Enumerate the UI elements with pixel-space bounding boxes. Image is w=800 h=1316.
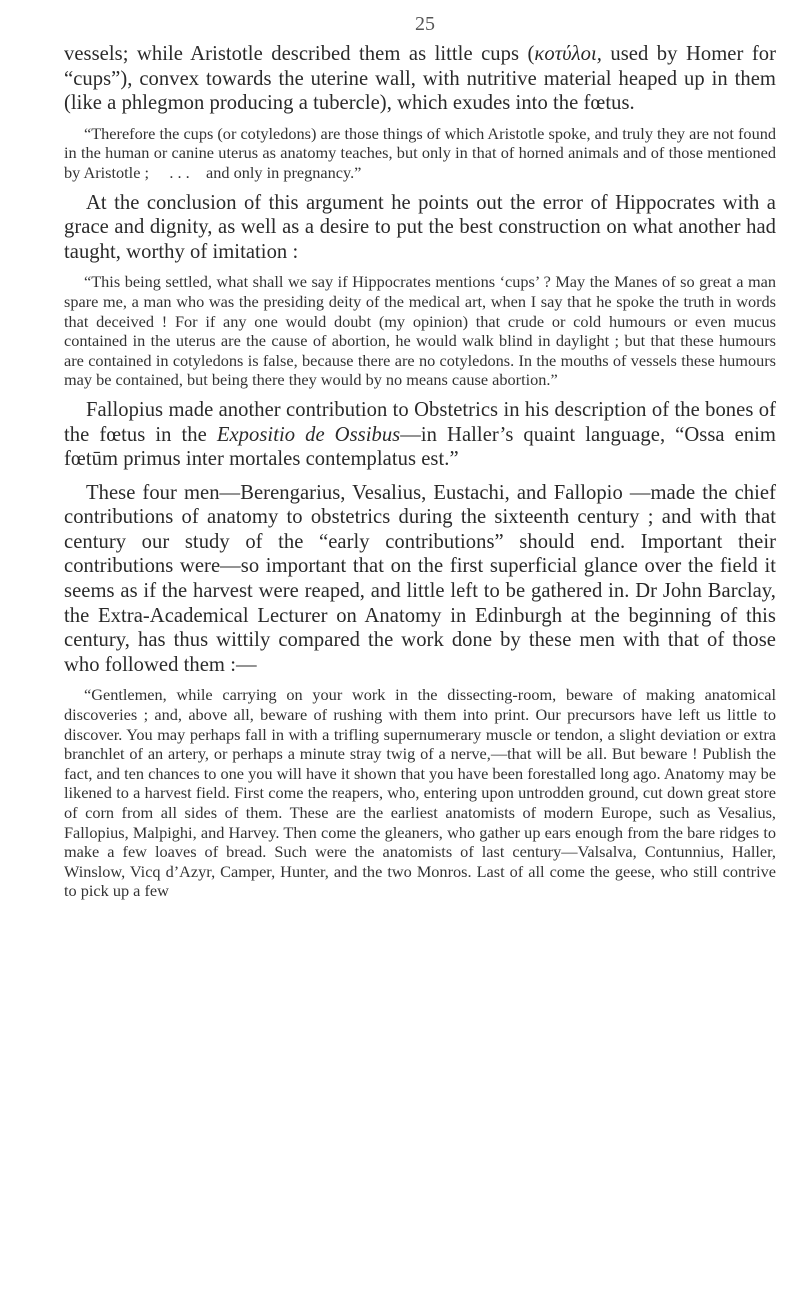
paragraph-cotyledons-text-b: used by Homer for “cups”), convex towards the uterine wall, with nutritive material heaped up in them (like a phlegmon producing a tubercle), which exudes into the fœtus. xyxy=(64,43,776,115)
quote-aristotle-cups: “Therefore the cups (or cotyledons) are those things of which Aristotle spoke, and truly they are not found in the human or canine uterus as anatomy teaches, but only in that of horned animals and of those mentioned by Aristotle ; . . . and only in pregnancy.” xyxy=(64,123,776,182)
quote-barclay: “Gentlemen, while carrying on your work in the dissecting-room, beware of making anatomical discoveries ; and, above all, beware of rushing with them into print. Our precursors have left us little to discover. You may perhaps fall in with a trifling supernumerary muscle or tendon, a slight deviation or extra branchlet of an artery, or perhaps a minute stray twig of a nerve,—that will be all. But beware ! Publish the fact, and ten chances to one you will have it shown that you have been forestalled long ago. Anatomy may be likened to a harvest field. First come the reapers, who, entering upon untrodden ground, cut down great store of corn from all sides of them. These are the earliest anatomists of modern Europe, such as Vesalius, Fallopius, Malpighi, and Harvey. Then come the gleaners, who gather up ears enough from the bare ridges to make a few loaves of bread. Such were the anatomists of last century—Valsalva, Contunnius, Haller, Winslow, Vicq d’Azyr, Camper, Hunter, and the two Monros. Last of all come the geese, who still contrive to pick up a few xyxy=(64,685,776,901)
paragraph-cotyledons-text-a: vessels; while Aristotle described them as little cups ( xyxy=(64,43,535,65)
book-title-expositio: Expositio de Ossibus xyxy=(216,423,401,446)
page-number: 25 xyxy=(415,13,435,35)
paragraph-cotyledons xyxy=(64,42,776,116)
quote-hippocrates-manes: “This being settled, what shall we say if Hippocrates mentions ‘cups’ ? May the Manes of so great a man spare me, a man who was the presiding deity of the medical art, when I say that he spoke the truth in words that deceived ! For if any one would doubt (my opinion) that crude or cold humours or even mucus contained in the uterus are the cause of abortion, he would walk blind in daylight ; but that these humours are contained in cotyledons is false, because there are no cotyledons. In the mouths of vessels these humours may be contained, but being there they would by no means cause abortion.” xyxy=(64,272,776,390)
paragraph-four-men: These four men—Berengarius, Vesalius, Eustachi, and Fallopio —made the chief contributions of anatomy to obstetrics during the sixteenth century ; and with that century our study of the “early contributions” should end. Important their contributions were—so important that on the first superficial glance over the field it seems as if the harvest were reaped, and little left to be gathered in. Dr John Barclay, the Extra-Academical Lecturer on Anatomy in Edinburgh at the beginning of this century, has thus wittily compared the work done by these men with that of those who followed them :— xyxy=(64,481,776,676)
paragraph-fallopius xyxy=(64,398,776,472)
paragraph-fallopius-text-a: Fallopius made another contribution to Obstetrics in his description of the bones of the fœtus in the xyxy=(64,398,776,446)
greek-word: κοτύλοι, xyxy=(534,43,602,65)
book-page xyxy=(64,12,776,909)
paragraph-hippocrates-error: At the conclusion of this argument he points out the error of Hippocrates with a grace and dignity, as well as a desire to put the best construction on what another had taught, worthy of imitation : xyxy=(64,191,776,263)
paragraph-fallopius-text-b: —in Haller’s quaint language, “Ossa enim fœtūm primus inter mortales contemplatus est.” xyxy=(64,423,776,471)
